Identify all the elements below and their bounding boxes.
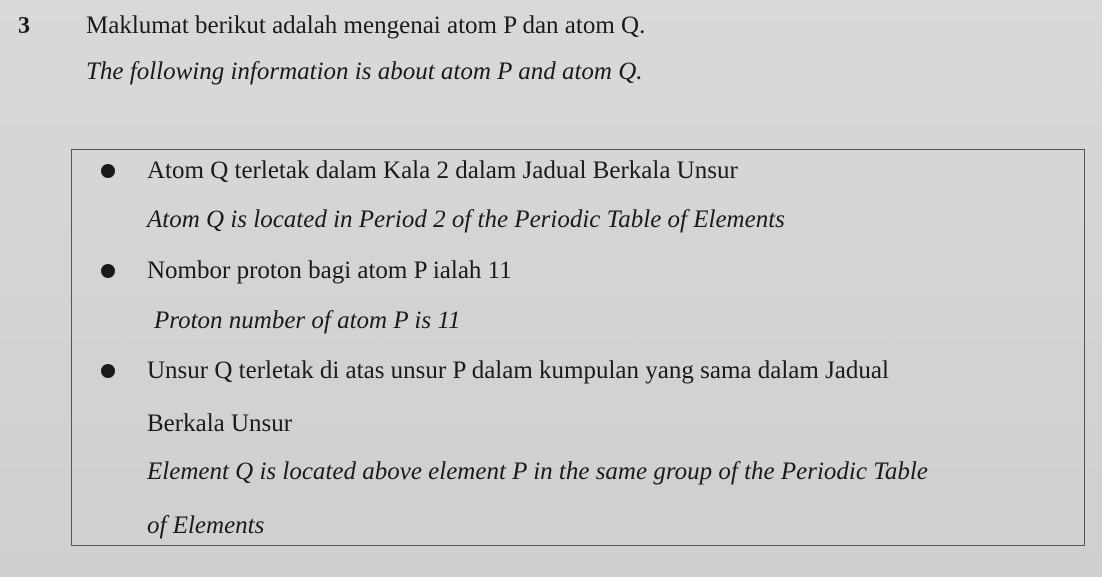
item-1-malay: Atom Q terletak dalam Kala 2 dalam Jadual Berkala Unsur xyxy=(147,157,738,184)
item-2-english: Proton number of atom P is 11 xyxy=(154,307,461,334)
item-3-english-line-2: of Elements xyxy=(147,512,265,539)
bullet-icon xyxy=(101,364,115,378)
item-3-english-line-1: Element Q is located above element P in the same group of the Periodic Table xyxy=(147,458,928,485)
item-3-malay-line-2: Berkala Unsur xyxy=(147,410,293,437)
item-3-malay-line-1: Unsur Q terletak di atas unsur P dalam kumpulan yang sama dalam Jadual xyxy=(147,357,889,384)
question-number: 3 xyxy=(18,13,30,39)
item-2-malay: Nombor proton bagi atom P ialah 11 xyxy=(147,257,512,284)
question-intro-malay: Maklumat berikut adalah mengenai atom P dan atom Q. xyxy=(86,12,646,39)
bullet-icon xyxy=(101,164,115,178)
bullet-icon xyxy=(101,264,115,278)
question-intro-english: The following information is about atom P and atom Q. xyxy=(86,58,643,85)
item-1-english: Atom Q is located in Period 2 of the Periodic Table of Elements xyxy=(147,206,785,233)
